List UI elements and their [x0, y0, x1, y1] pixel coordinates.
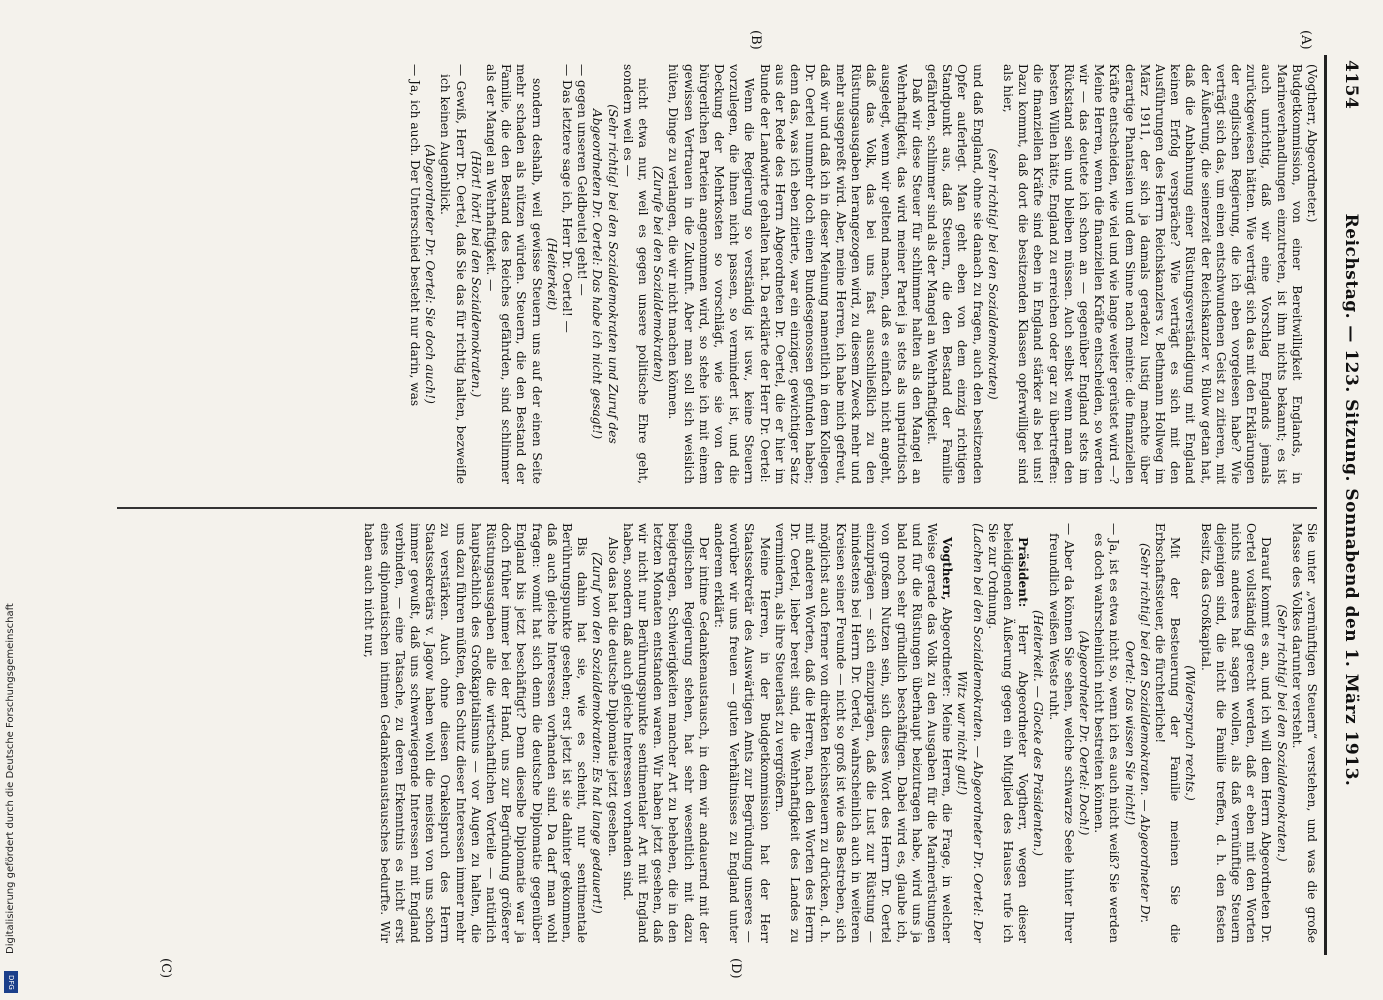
column-divider: [117, 507, 1317, 509]
interjection: (Sehr richtig! bei den Sozialdemokraten. — Abgeordneter Dr. Oertel: Das wissen Sie nicht!): [1122, 542, 1152, 924]
speech-paragraph: sondern deshalb, weil gewisse Steuern uns auf der einen Seite mehr schaden als nützen würden. Steuern, die den Bestand der Familie, die den Bestand des Reiches gefährden, sind schlimmer als der Mangel an Wehrhaftigkeit. —: [484, 64, 544, 484]
margin-marker-a: (A): [1298, 30, 1313, 50]
speech-paragraph: — Ja, ich auch. Der Unterschied besteht nur darin, was: [408, 64, 423, 407]
speaker-name: Vogtherr,: [940, 537, 955, 608]
speech-paragraph: — Ja, ist es etwa nicht so, wenn ich es auch nicht weiß? Sie werden es doch wahrscheinlich nicht bestreiten können.: [1092, 523, 1122, 943]
interjection: (Heiterkeit. — Glocke des Präsidenten.): [1031, 610, 1046, 856]
speech-paragraph: Also das hat die deutsche Diplomatie jetzt gesehen.: [605, 537, 620, 857]
speech-paragraph: — Gewiß, Herr Dr. Oertel, daß Sie das für richtig halten, bezweifle ich keinen Augenblick.: [438, 64, 468, 484]
dfg-logo: DFG: [4, 971, 18, 993]
interjection: (Heiterkeit): [544, 237, 559, 311]
speech-paragraph: Wenn die Regierung so verständig ist usw., keine Steuern vorzulegen, die ihnen nicht passen, so vermindert ist, und die Deckung der Mehrkosten so vorschlägt, wie sie von den bürgerlichen Parteien angenommen wird, so stehe ich mit einem gewissen Vertrauen in die Zukunft. Aber man soll sich weislich hüten, Dinge zu verlangen, die wir nicht machen können.: [666, 64, 757, 484]
interjection: (Sehr richtig! bei den Sozialdemokraten und Zuruf des Abgeordneten Dr. Oertel: Das habe ich nicht gesagt!): [590, 104, 620, 444]
speech-paragraph: nicht etwa nur, weil es gegen unsere politische Ehre geht, sondern weil es —: [620, 64, 651, 484]
page-title: Reichstag. — 123. Sitzung. Sonnabend den 1. März 1913.: [1341, 213, 1361, 787]
speaker-text: Herr Abgeordneter Vogtherr, wegen dieser beleidigenden Äußerung gegen ein Mitglied des Hauses rufe ich Sie zur Ordnung.: [985, 523, 1031, 943]
speaker-name: Präsident:: [1016, 537, 1031, 625]
interjection: (Abgeordneter Dr. Oertel: Sie doch auch!): [423, 144, 438, 404]
scan-sidebar: [2, 600, 20, 995]
page-number: 4154: [1341, 60, 1361, 110]
speech-paragraph: und daß England, ohne sie danach zu fragen, auch den besitzenden Opfer auferlegt. Man geht eben von dem einzig richtigen Standpunkt aus, daß Steuern, die den Bestand der Familie gefährden, schlimmer sind als der Mangel an Wehrhaftigkeit.: [924, 64, 985, 484]
speech-paragraph: (Vogtherr, Abgeordneter.): [1305, 64, 1319, 223]
speech-paragraph: — Das letztere sage ich, Herr Dr. Oertel! —: [560, 64, 575, 333]
interjection: (Widerspruch rechts.): [1183, 665, 1198, 801]
speech-paragraph: Meine Herren, in der Budgetkommission hat der Herr Staatssekretär des Auswärtigen Amts zur Begründung unseres — worüber wir uns freuen — guten Verhältnisses zu England unter anderem erklärt:: [712, 523, 772, 943]
page-header: [1331, 60, 1361, 940]
funding-note: Digitalisierung gefördert durch die Deutsche Forschungsgemeinschaft: [5, 603, 16, 954]
speech-paragraph: — gegen unseren Geldbeutel geht! —: [575, 64, 590, 296]
speech-paragraph: Daß wir diese Steuer für schlimmer halten als den Mangel an Wehrhaftigkeit, das wird meiner Partei ja stets als unpatriotisch ausgelegt, wenn wir geltend machen, daß es einfach nicht angeht, daß das Volk, das bei uns fast ausschließlich zu den Rüstungsausgaben herangezogen wird, zu diesem Zweck mehr und mehr ausgepreßt wird. Aber, meine Herren, ich habe mich gefreut, daß wir und daß ich in dieser Meinung namentlich in dem Kollegen Dr. Oertel nunmehr doch einen Bundesgenossen gefunden haben; denn das, was ich eben zitierte, war ein einziger, gewichtiger Satz aus der Rede des Herrn Abgeordneten Dr. Oertel, die er hier im Bunde der Landwirte gehalten hat. Da erklärte der Herr Dr. Oertel:: [757, 64, 924, 484]
right-text-column: [114, 523, 1319, 943]
speech-paragraph: Der intime Gedankenaustausch, in dem wir andauernd mit der englischen Regierung stehen, hat sehr wesentlich mit dazu beigetragen, Schwierigkeiten mancher Art zu beheben, die in den letzten Monaten entstanden waren. Wir haben jetzt gesehen, daß wir nicht nur Berührungspunkte sentimentaler Art mit England haben, sondern daß auch gleiche Interessen vorhanden sind.: [620, 523, 711, 943]
speech-paragraph: — Aber da können Sie sehen, welche schwarze Seele hinter Ihrer freundlich weißen Weste ruht.: [1046, 523, 1076, 943]
interjection: (Zurufe bei den Sozialdemokraten): [651, 165, 666, 383]
speech-paragraph: Budgetkommission, von einer Bereitwilligkeit Englands, in Marineverhandlungen einzutreten, ist ihm nichts bekannt; es ist auch unrichtig, daß wir eine Vorschlag Englands jemals zurückgewiesen hätten. Wie verträgt sich das mit den Erklärungen der englischen Regierung, die ich eben vorgelesen habe? Wie verträgt sich das, um einen entschwundenen Geist zu zitieren, mit der Äußerung, die seinerzeit der Reichskanzler v. Bülow getan hat, daß die Anbahnung einer Rüstungsverständigung mit England keinen Erfolg verspräche? Wie verträgt es sich mit den Ausführungen des Herrn Reichskanzlers v. Bethmann Hollweg im März 1911, der sich ja damals geradezu lustig machte über derartige Phantasien und dem Sinne nach meinte: die finanziellen Kräfte entscheiden, wie viel und wie lange weiter gerüstet wird —? Meine Herren, wenn die finanziellen Kräfte entscheiden, so werden wir — das deutete ich schon an — gegenüber England stets im Rückstand sein und bleiben müssen. Auch selbst wenn man den besten Willen hätte, England zu erreichen oder gar zu übertreffen: die finanziellen Kräfte sind eben in England stärker als bei uns! Dazu kommt, daß dort die besitzenden Klassen opferwilliger sind als hier,: [1000, 64, 1304, 484]
header-rule: [1324, 55, 1327, 955]
speaker-paragraph: [772, 523, 954, 943]
interjection: (Abgeordneter Dr. Oertel: Doch!): [1076, 630, 1091, 836]
speaker-paragraph: [985, 523, 1031, 943]
margin-marker-b: (B): [748, 30, 763, 50]
margin-marker-d: (D): [728, 958, 743, 979]
interjection: (sehr richtig! bei den Sozialdemokraten): [985, 148, 1000, 400]
interjection: (Zuruf von den Sozialdemokraten: Es hat lange gedauert!): [590, 552, 605, 914]
left-text-column: [114, 64, 1319, 484]
speaker-text: Abgeordneter: Meine Herren, die Frage, in welcher Weise gerade das Volk zu den Ausgaben für die Marinerüstungen und für die Rüstungen überhaupt beizutragen habe, wird uns ja bald noch sehr gründlich beschäftigen. Dabei wird es, glaube ich, von großem Nutzen sein, sich dieses Wort des Herrn Dr. Oertel einzuprägen — sich einzuprägen, daß die Lust zur Rüstung — mindestens bei Herrn Dr. Oertel, wahrscheinlich auch in weiteren Kreisen seiner Freunde — nicht so groß ist wie das Bestreben, sich möglichst auch ferner von direkten Reichssteuern zu drücken, d. h. mit anderen Worten, daß die Herren, nach den Worten des Herrn Dr. Oertel, lieber bereit sind, die Wehrhaftigkeit des Landes zu vermindern, als ihre Steuerlast zu vergrößern.: [772, 523, 955, 943]
interjection: (Sehr richtig! bei den Sozialdemokraten.): [1274, 604, 1289, 862]
speech-paragraph: Mit der Besteuerung der Familie meinen Sie die Erbschaftssteuer, die fürchterliche!: [1152, 523, 1183, 943]
speech-paragraph: Bis dahin hat sie, wie es scheint, nur sentimentale Berührungspunkte gesehen; erst jetzt ist sie dahinter gekommen, daß auch gleiche Interessen vorhanden sind. Da darf man wohl fragen: womit hat sich denn die deutsche Diplomatie gegenüber England bis jetzt beschäftigt? Denn dieselbe Diplomatie war ja doch früher immer bei der Hand, uns zur Begründung größerer Rüstungsausgaben alle die wirtschaftlichen Vorteile — natürlich hauptsächlich des Großkapitalismus — vor Augen zu halten, die uns dazu führen müßten, den Schutz dieser Interessen immer mehr zu verstärken. Auch ohne diesen Orakelspruch des Herrn Staatssekretärs v. Jagow haben wohl die meisten von uns schon immer gewußt, daß uns schwerwiegende Interessen mit England verbinden, — eine Tatsache, zu deren Erkenntnis es nicht erst eines diplomatischen intimen Gedankenaustausches bedurfte. Wir haben auch nicht nur,: [362, 523, 590, 943]
speech-paragraph: Darauf kommt es an, und ich will dem Herrn Abgeordneten Dr. Oertel vollständig gerecht werden, daß er eben mit den Worten nichts anderes hat sagen wollen, als daß vernünftige Steuern diejenigen sind, die nicht die Familie treffen, d. h. den festen Besitz, das Großkapital.: [1198, 523, 1274, 943]
interjection: (Lachen bei den Sozialdemokraten. — Abgeordneter Dr. Oertel: Der Witz war nicht gut!): [955, 523, 985, 943]
margin-marker-c: (C): [158, 958, 173, 979]
interjection: (Hört! hört! bei den Sozialdemokraten.): [468, 150, 483, 398]
speech-paragraph: Sie unter „vernünftigen Steuern“ verstehen, und was die große Masse des Volkes darunter versteht.: [1289, 523, 1319, 943]
